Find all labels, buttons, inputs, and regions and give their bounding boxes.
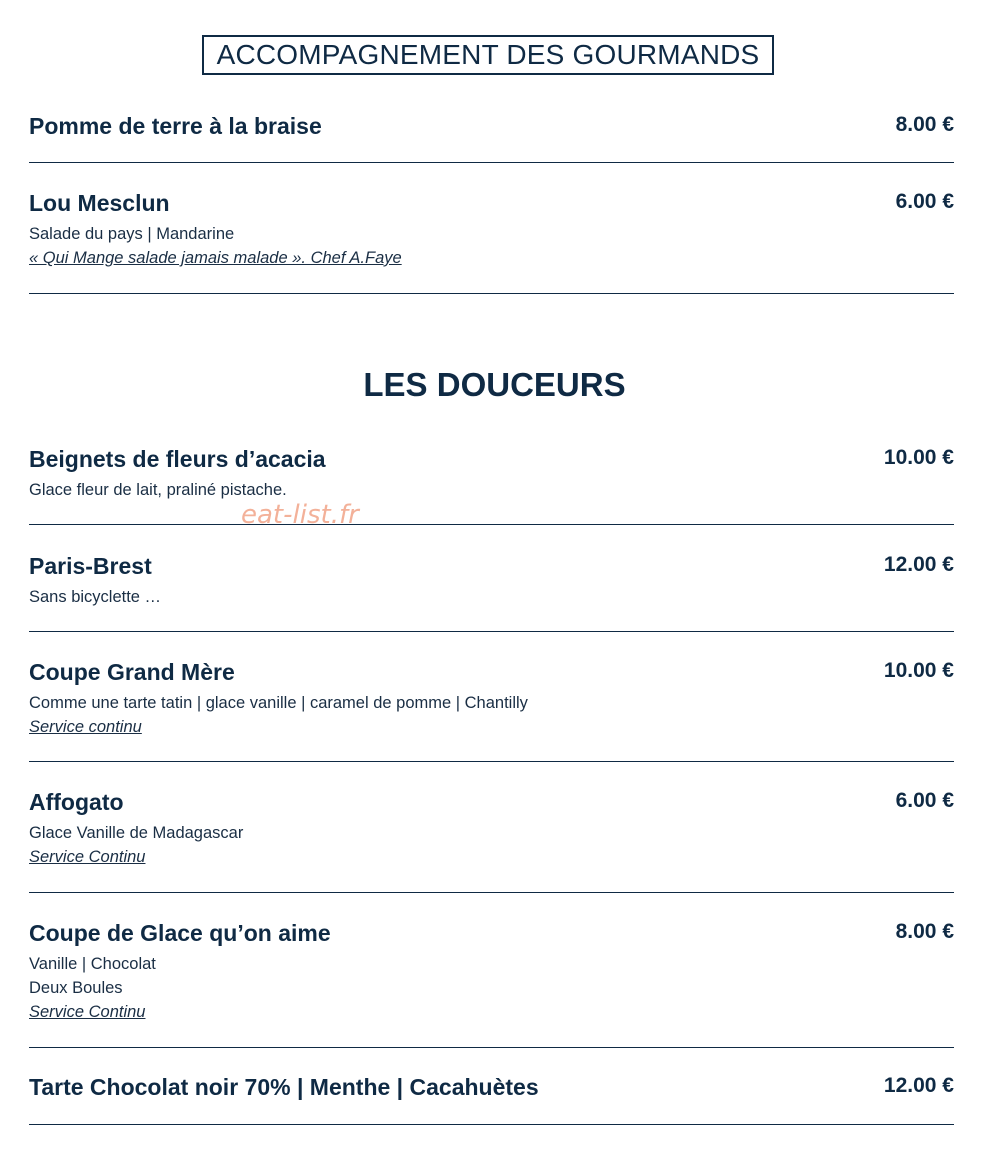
item-name: Pomme de terre à la braise [29, 113, 322, 139]
item-name: Paris-Brest [29, 553, 152, 579]
divider [29, 162, 954, 163]
item-description: Vanille | Chocolat [29, 955, 156, 973]
menu-item [29, 112, 954, 140]
item-name: Tarte Chocolat noir 70% | Menthe | Cacahuètes [29, 1074, 539, 1100]
section-title-accompagnement: ACCOMPAGNEMENT DES GOURMANDS [202, 35, 774, 75]
menu-item [29, 658, 954, 739]
menu-item [29, 189, 954, 270]
divider [29, 1124, 954, 1125]
item-price: 12.00 € [883, 553, 954, 576]
divider [29, 1047, 954, 1048]
divider [29, 631, 954, 632]
item-name: Lou Mesclun [29, 190, 170, 216]
item-price: 12.00 € [883, 1074, 954, 1097]
menu-item [29, 919, 954, 1024]
item-price: 10.00 € [883, 446, 954, 469]
item-note: « Qui Mange salade jamais malade ». Chef A.Faye [29, 249, 402, 267]
menu-item [29, 788, 954, 869]
item-name: Beignets de fleurs d’acacia [29, 446, 326, 472]
item-note: Service Continu [29, 848, 146, 866]
item-price: 8.00 € [895, 113, 954, 136]
item-description: Glace Vanille de Madagascar [29, 824, 244, 842]
menu-item [29, 445, 954, 502]
divider [29, 293, 954, 294]
menu-item [29, 1073, 954, 1101]
item-note: Service continu [29, 718, 142, 736]
section-title-douceurs: LES DOUCEURS [363, 366, 626, 403]
item-description: Comme une tarte tatin | glace vanille | caramel de pomme | Chantilly [29, 694, 528, 712]
item-name: Affogato [29, 789, 124, 815]
item-price: 6.00 € [895, 190, 954, 213]
divider [29, 524, 954, 525]
divider [29, 761, 954, 762]
item-name: Coupe Grand Mère [29, 659, 235, 685]
item-description: Salade du pays | Mandarine [29, 225, 235, 243]
item-price: 6.00 € [895, 789, 954, 812]
menu-item [29, 552, 954, 609]
watermark: eat-list.fr [241, 500, 359, 530]
item-note: Service Continu [29, 1003, 146, 1021]
item-description: Glace fleur de lait, praliné pistache. [29, 481, 287, 499]
item-description: Sans bicyclette … [29, 588, 162, 606]
divider [29, 892, 954, 893]
item-name: Coupe de Glace qu’on aime [29, 920, 331, 946]
item-price: 8.00 € [895, 920, 954, 943]
item-price: 10.00 € [883, 659, 954, 682]
item-description: Deux Boules [29, 979, 123, 997]
